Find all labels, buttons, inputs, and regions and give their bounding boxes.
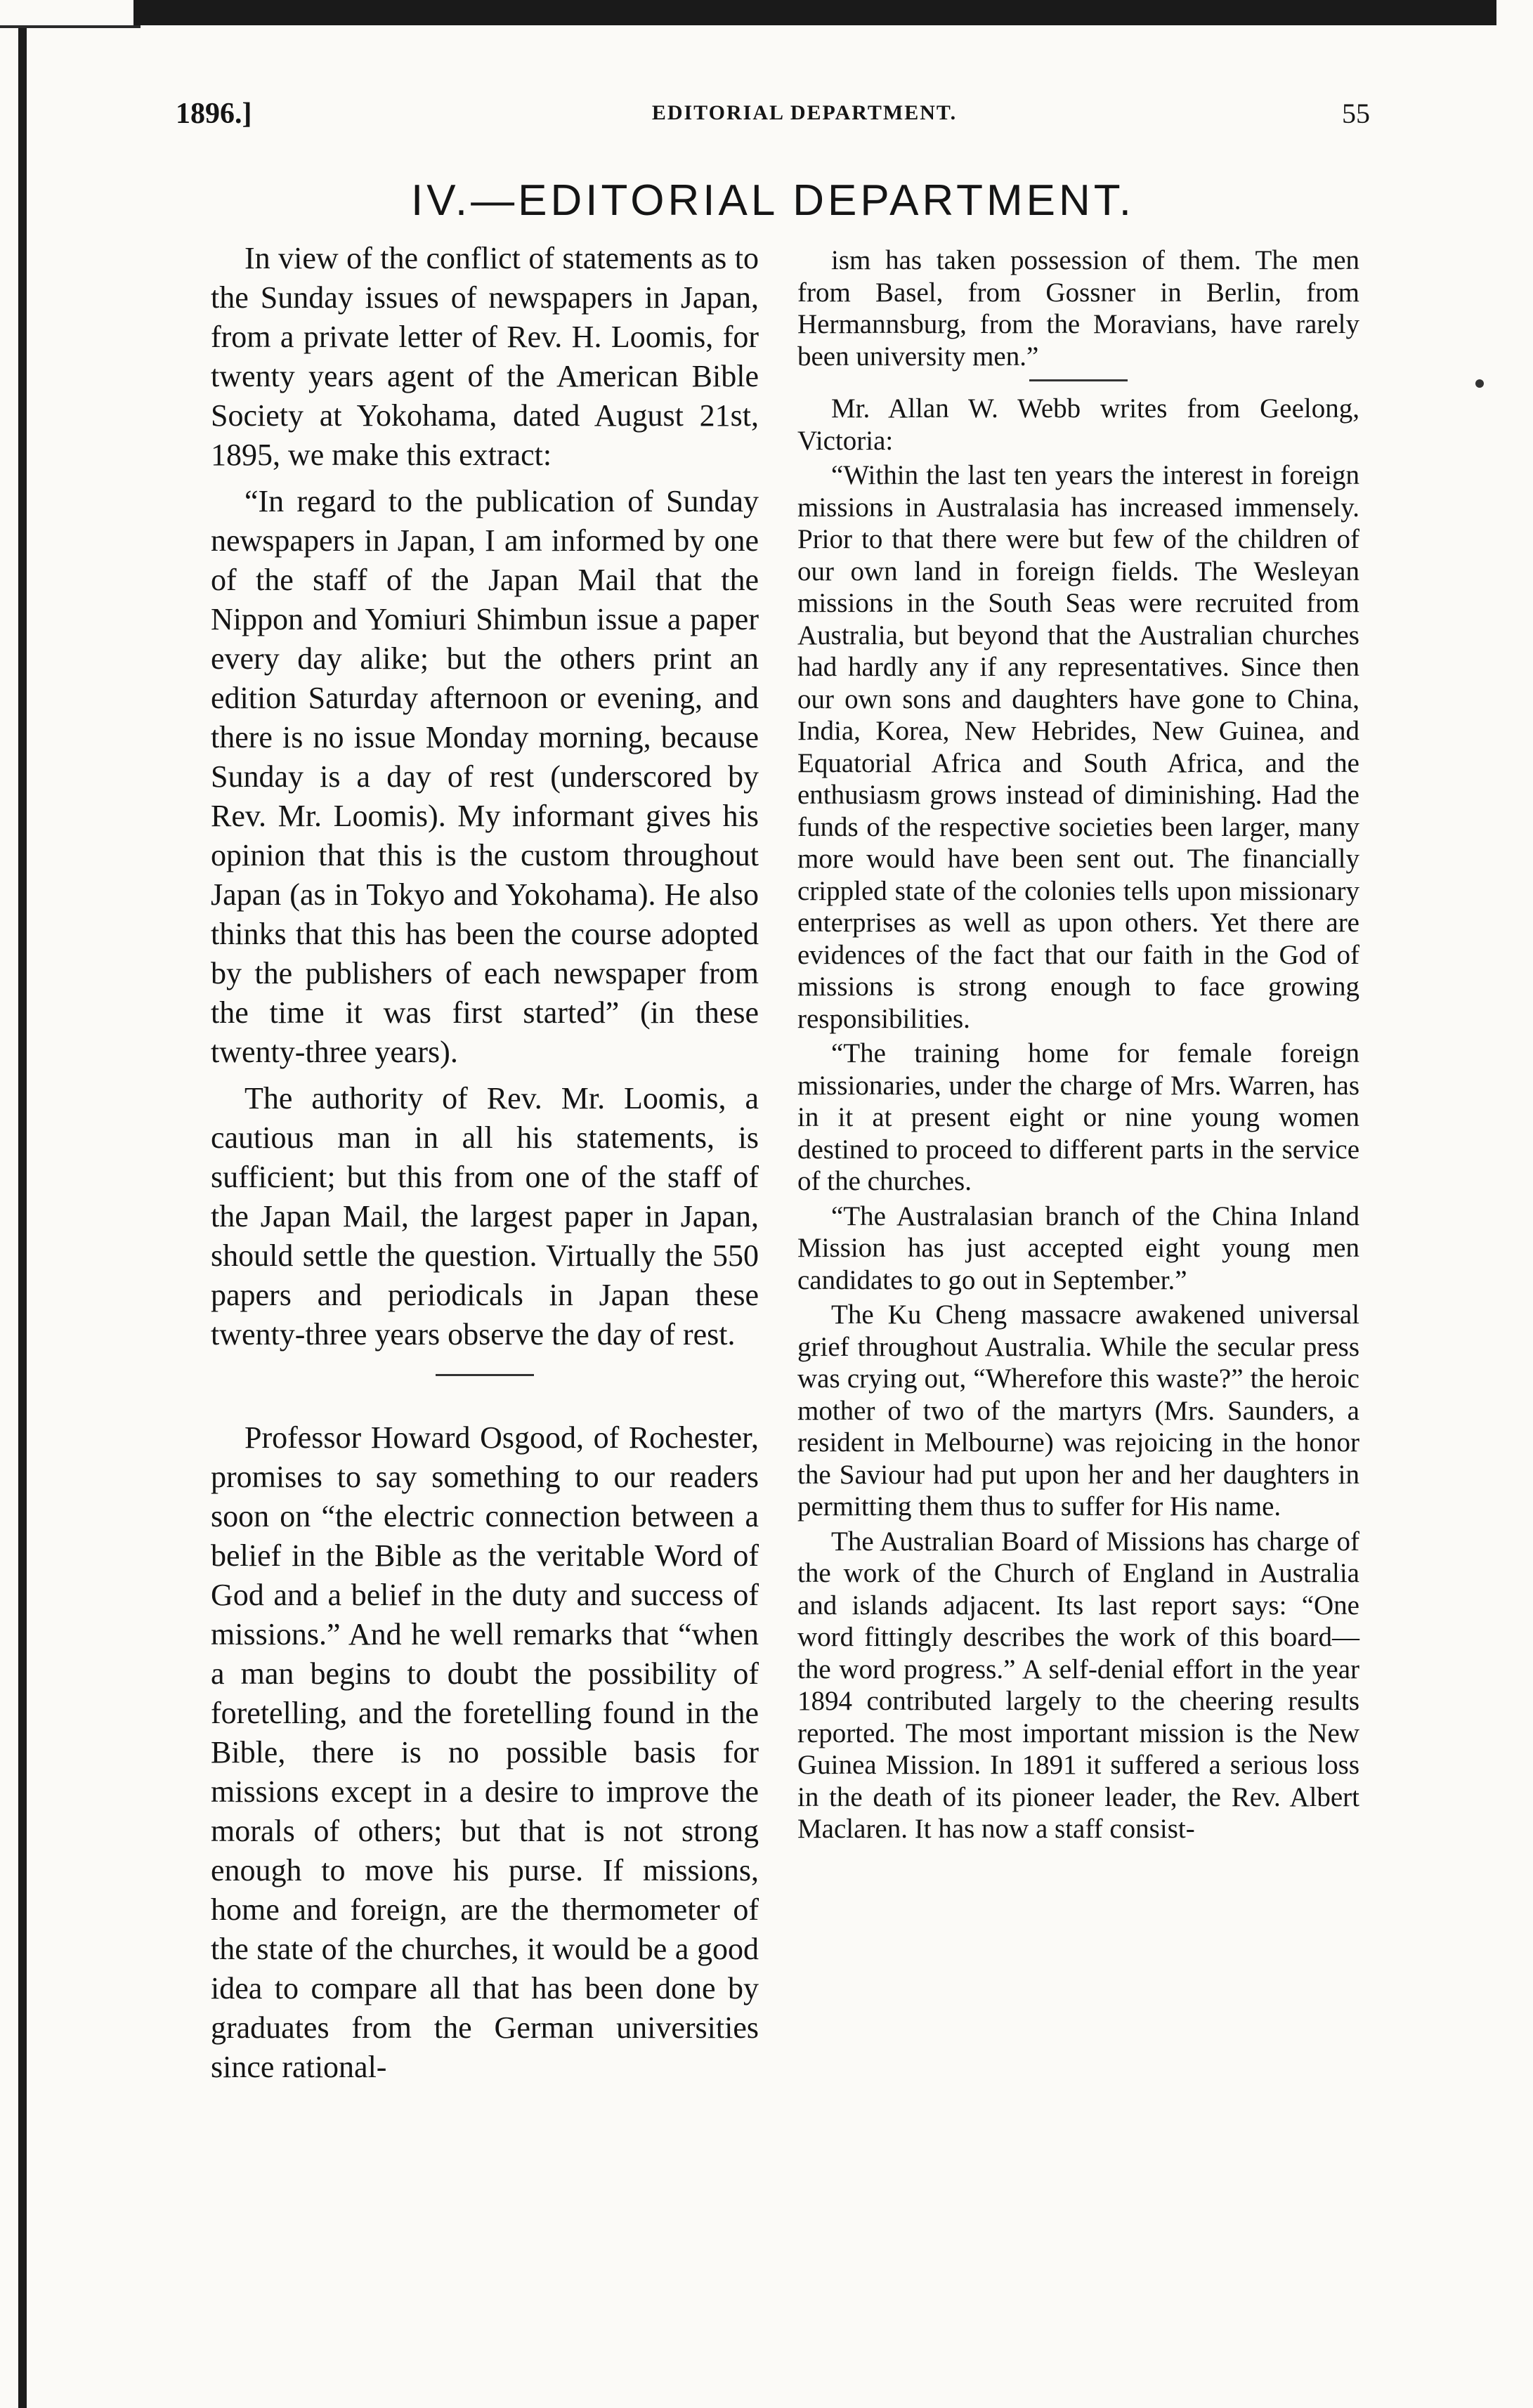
left-column (211, 239, 759, 2087)
paragraph-sunday-newspapers-intro: In view of the conflict of statements as to the Sunday issues of newspapers in Japan, from a private letter of Rev. H. Loomis, for twenty years agent of the American Bible Society at Yokohama, dated August 21st, 1895, we make this extract: (211, 241, 759, 472)
scan-speck (1475, 379, 1484, 388)
paragraph-australian-board: The Australian Board of Missions has charge of the work of the Church of England in Australia and islands adjacent. Its last report says: “One word fittingly describes the work of this board—the word progress.” A self-denial effort in the year 1894 contributed largely to the cheering results reported. The most important mission is the New Guinea Mission. In 1891 it suffered a serious loss in the death of its pioneer leader, the Rev. Albert Maclaren. It has now a staff consist- (797, 1526, 1359, 1844)
paragraph-loomis-letter-quote: “In regard to the publication of Sunday newspapers in Japan, I am informed by one of the staff of the Japan Mail that the Nippon and Yomiuri Shimbun issue a paper every day alike; but the others print an edition Saturday afternoon or evening, and there is no issue Monday morning, because Sunday is a day of rest (underscored by Rev. Mr. Loomis). My informant gives his opinion that this is the custom throughout Japan (as in Tokyo and Yokohama). He also thinks that this has been the course adopted by the publishers of each newspaper from the time it was first started” (in these twenty-three years). (211, 484, 759, 1069)
right-column (797, 244, 1359, 1845)
paragraph-ku-cheng-massacre: The Ku Cheng massacre awakened universal grief throughout Australia. While the secular press was crying out, “Wherefore this waste?” the heroic mother of two of the martyrs (Mrs. Saunders, a resident in Melbourne) was rejoicing in the honor the Saviour had put upon her and her daughters in permitting them thus to suffer for His name. (797, 1300, 1359, 1522)
paragraph-training-home: “The training home for female foreign missionaries, under the charge of Mrs. Warren, has in it at present eight or nine young women destined to proceed to different parts in the service of the churches. (797, 1038, 1359, 1196)
paragraph-webb-quote: “Within the last ten years the interest in foreign missions in Australasia has increased immensely. Prior to that there were but few of the children of our own land in foreign fields. The Wesleyan missions in the South Seas were recruited from Australia, but beyond that the Australian churches had hardly any if any representatives. Since then our own sons and daughters have gone to China, India, Korea, New Hebrides, New Guinea, and Equatorial Africa and South Africa, and the enthusiasm grows instead of diminishing. Had the funds of the respective societies been larger, many more would have been sent out. The financially crippled state of the colonies tells upon missionary enterprises as well as upon others. Yet there are evidences of the fact that our faith in the God of missions is strong enough to face growing responsibilities. (797, 460, 1359, 1034)
paragraph-continuation: ism has taken possession of them. The men from Basel, from Gossner in Berlin, from Hermannsburg, from the Moravians, have rarely been university men.” (797, 245, 1359, 372)
left-border-rule (18, 28, 27, 2408)
scan-speck (28, 1285, 39, 1297)
running-head-title: EDITORIAL DEPARTMENT. (651, 101, 958, 124)
running-head (176, 97, 1370, 139)
section-separator-rule (1029, 379, 1128, 381)
paragraph-webb-intro: Mr. Allan W. Webb writes from Geelong, Victoria: (797, 393, 1359, 456)
top-border-rule (133, 0, 1496, 25)
paragraph-china-inland-mission: “The Australasian branch of the China Inland Mission has just accepted eight young men candidates to go out in September.” (797, 1200, 1359, 1295)
section-title: IV.—EDITORIAL DEPARTMENT. (411, 176, 1135, 225)
page-number: 55 (1342, 98, 1370, 129)
running-head-year: 1896.] (176, 98, 252, 130)
paragraph-loomis-authority: The authority of Rev. Mr. Loomis, a cautious man in all his statements, is sufficient; but this from one of the staff of the Japan Mail, the largest paper in Japan, should settle the question. Virtually the 550 papers and periodicals in Japan these twenty-three years observe the day of rest. (211, 1081, 759, 1352)
section-separator-rule (436, 1374, 534, 1376)
paragraph-osgood: Professor Howard Osgood, of Rochester, promises to say something to our readers soon on “the electric connection between a belief in the Bible as the veritable Word of God and a belief in the duty and success of missions.” And he well remarks that “when a man begins to doubt the possibility of foretelling, and the foretelling found in the Bible, there is no possible basis for missions except in a desire to improve the morals of others; but that is not strong enough to move his purse. If missions, home and foreign, are the thermometer of the state of the churches, it would be a good idea to compare all that has been done by graduates from the German universities since rational- (211, 1420, 759, 2084)
